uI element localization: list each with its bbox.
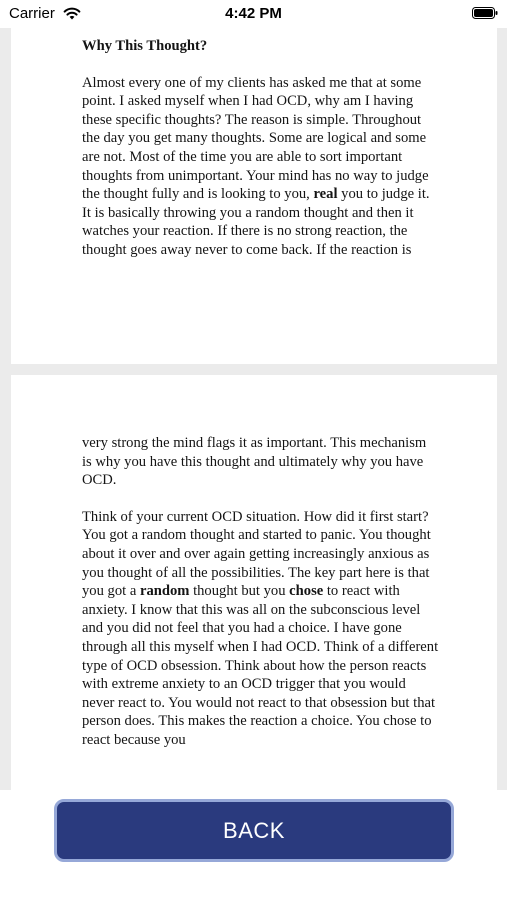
emphasized-text: chose [289, 583, 324, 600]
text-run: thought but you [189, 583, 290, 600]
reader-page-1 [11, 28, 497, 364]
text-run: you to judge it. It is basically throwing you a random thought and then it watches your reaction. If there is no strong reaction, the thought goes away never to come back. If the reaction is [82, 186, 430, 258]
back-button[interactable] [54, 799, 454, 862]
section-title: Why This Thought? [82, 38, 208, 54]
page2-paragraph-1 [82, 434, 439, 490]
carrier-label: Carrier [9, 5, 55, 22]
text-run: to react with anxiety. I know that this was all on the subconscious level and you did not feel that you had a choice. I have gone through all this myself when I had OCD. Think of a different type of OCD obsession. Think about how the person reacts with extreme anxiety to an OCD trigger that you would never react to. You would not react to that obsession but that person does. This makes the reaction a choice. You chose to react because you [82, 583, 439, 748]
page2-paragraph-2 [82, 508, 439, 750]
text-run: very strong the mind flags it as important. This mechanism is why you have this thought and ultimately why you have OCD. [82, 435, 427, 489]
status-bar [0, 0, 507, 28]
text-run: Almost every one of my clients has asked me that at some point. I asked myself when I had OCD, why am I having these specific thoughts? The reason is simple. Throughout the day you get many thoughts. Some are logical and some are not. Most of the time you are able to sort important thoughts from unimportant. Your mind has no way to judge the thought fully and is looking to you, [82, 74, 429, 203]
emphasized-text: real [313, 186, 338, 203]
page1-paragraph-1 [82, 74, 439, 260]
emphasized-text: random [139, 583, 190, 600]
text-run: Think of your current OCD situation. How did it first start? You got a random thought and started to panic. You thought about it over and over again getting increasingly anxious as you thought of all the possibilities. The key part here is that you got a [82, 508, 431, 600]
back-button-label: BACK [223, 817, 285, 843]
status-time: 4:42 PM [225, 5, 282, 22]
reader-page-2 [11, 375, 497, 790]
battery-full-icon [472, 7, 498, 19]
